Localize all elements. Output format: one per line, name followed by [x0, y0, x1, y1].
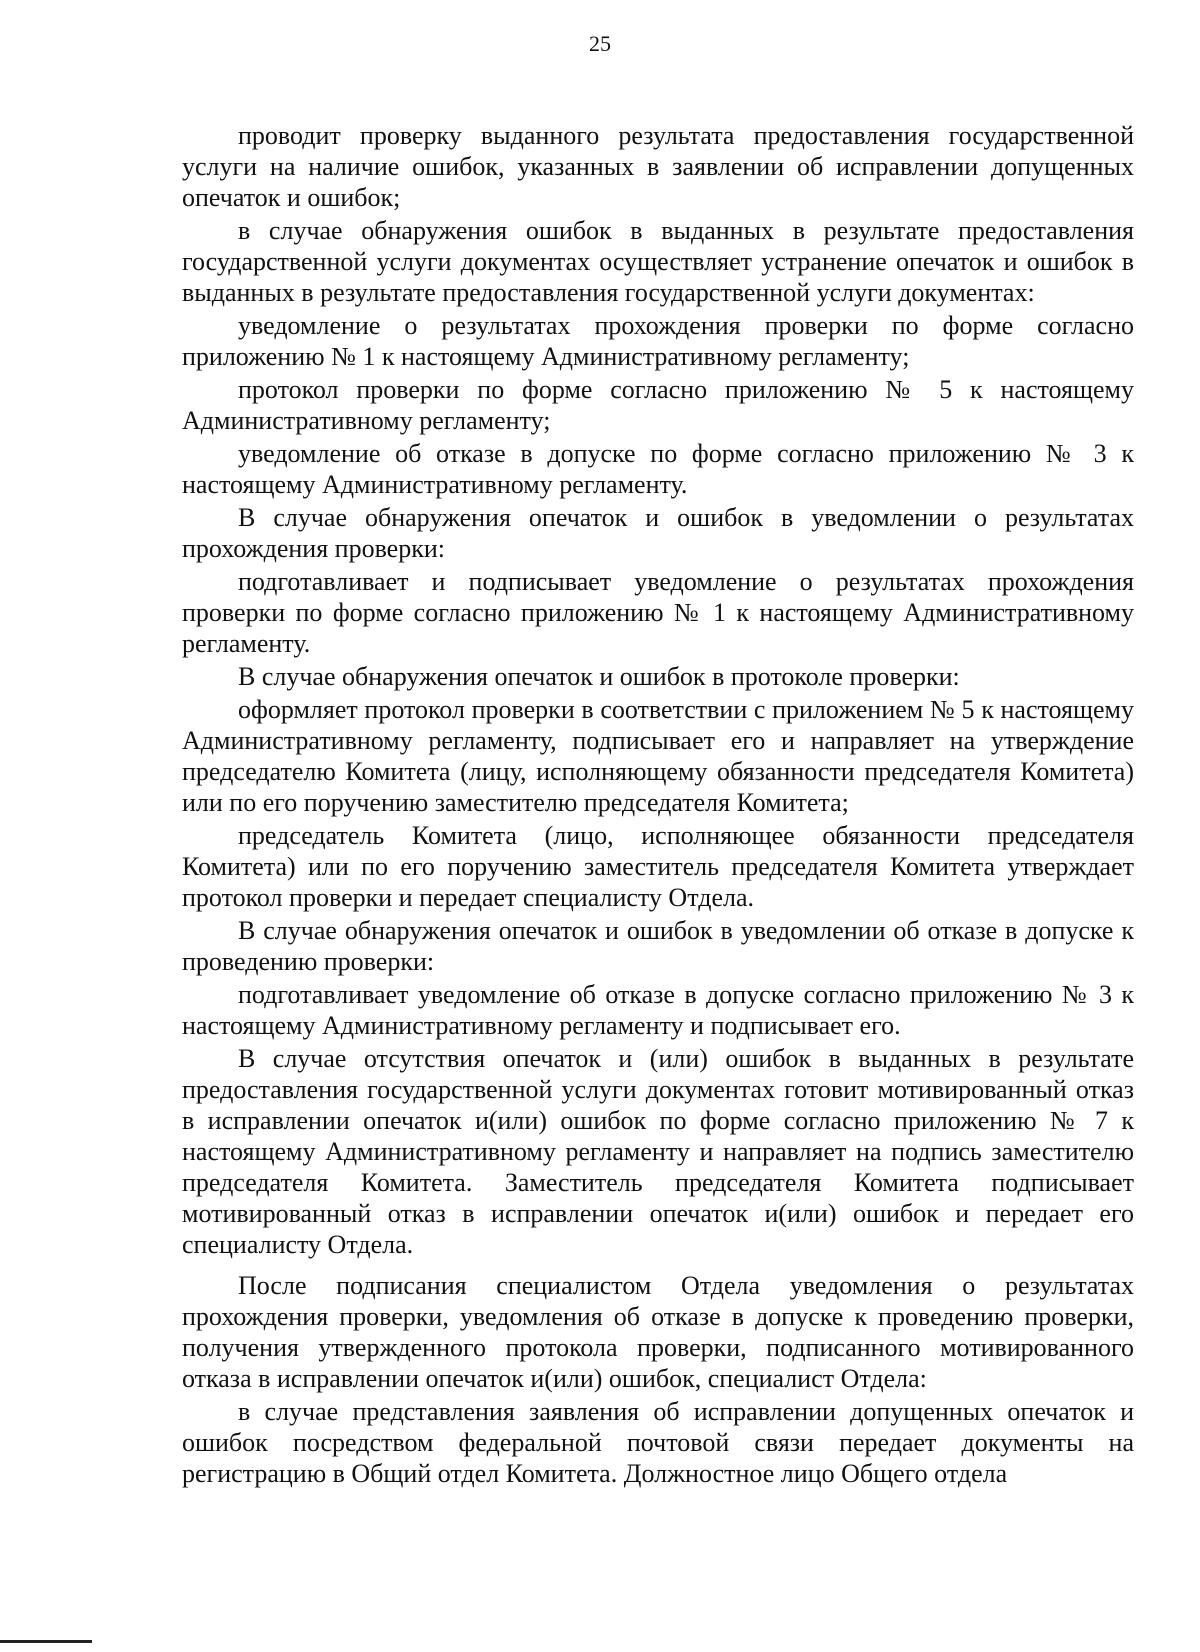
paragraph: протокол проверки по форме согласно приложению № 5 к настоящему Административному регламенту;: [182, 375, 1134, 435]
document-body: [182, 120, 1134, 1489]
page-number: 25: [589, 31, 611, 56]
paragraph: После подписания специалистом Отдела уведомления о результатах прохождения проверки, уведомления об отказе в допуске к проведению проверки, получения утвержденного протокола проверки, подписанного мотивированного отказа в исправлении опечаток и(или) ошибок, специалист Отдела:: [182, 1271, 1134, 1393]
paragraph: уведомление о результатах прохождения проверки по форме согласно приложению № 1 к настоящему Административному регламенту;: [182, 311, 1134, 371]
paragraph: В случае обнаружения опечаток и ошибок в уведомлении об отказе в допуске к проведению проверки:: [182, 916, 1134, 976]
paragraph: в случае представления заявления об исправлении допущенных опечаток и ошибок посредством федеральной почтовой связи передает документы на регистрацию в Общий отдел Комитета. Должностное лицо Общего отдела: [182, 1397, 1134, 1488]
paragraph: В случае обнаружения опечаток и ошибок в уведомлении о результатах прохождения проверки:: [182, 503, 1134, 563]
paragraph: в случае обнаружения ошибок в выданных в результате предоставления государственной услуги документах осуществляет устранение опечаток и ошибок в выданных в результате предоставления государственной услуги документах:: [182, 216, 1134, 307]
paragraph: В случае отсутствия опечаток и (или) ошибок в выданных в результате предоставления государственной услуги документах готовит мотивированный отказ в исправлении опечаток и(или) ошибок по форме согласно приложению № 7 к настоящему Административному регламенту и направляет на подпись заместителю председателя Комитета. Заместитель председателя Комитета подписывает мотивированный отказ в исправлении опечаток и(или) ошибок и передает его специалисту Отдела.: [182, 1044, 1134, 1259]
paragraph: проводит проверку выданного результата предоставления государственной услуги на наличие ошибок, указанных в заявлении об исправлении допущенных опечаток и ошибок;: [182, 121, 1134, 212]
paragraph: подготавливает уведомление об отказе в допуске согласно приложению № 3 к настоящему Административному регламенту и подписывает его.: [182, 980, 1134, 1040]
paragraph: подготавливает и подписывает уведомление о результатах прохождения проверки по форме согласно приложению № 1 к настоящему Административному регламенту.: [182, 567, 1134, 658]
paragraph: уведомление об отказе в допуске по форме согласно приложению № 3 к настоящему Административному регламенту.: [182, 439, 1134, 499]
bottom-rule: [0, 1640, 92, 1643]
paragraph: председатель Комитета (лицо, исполняющее обязанности председателя Комитета) или по его поручению заместитель председателя Комитета утверждает протокол проверки и передает специалисту Отдела.: [182, 821, 1134, 912]
paragraph: оформляет протокол проверки в соответствии с приложением № 5 к настоящему Административному регламенту, подписывает его и направляет на утверждение председателю Комитета (лицу, исполняющему обязанности председателя Комитета) или по его поручению заместителю председателя Комитета;: [182, 695, 1134, 817]
paragraph: В случае обнаружения опечаток и ошибок в протоколе проверки:: [238, 662, 960, 691]
